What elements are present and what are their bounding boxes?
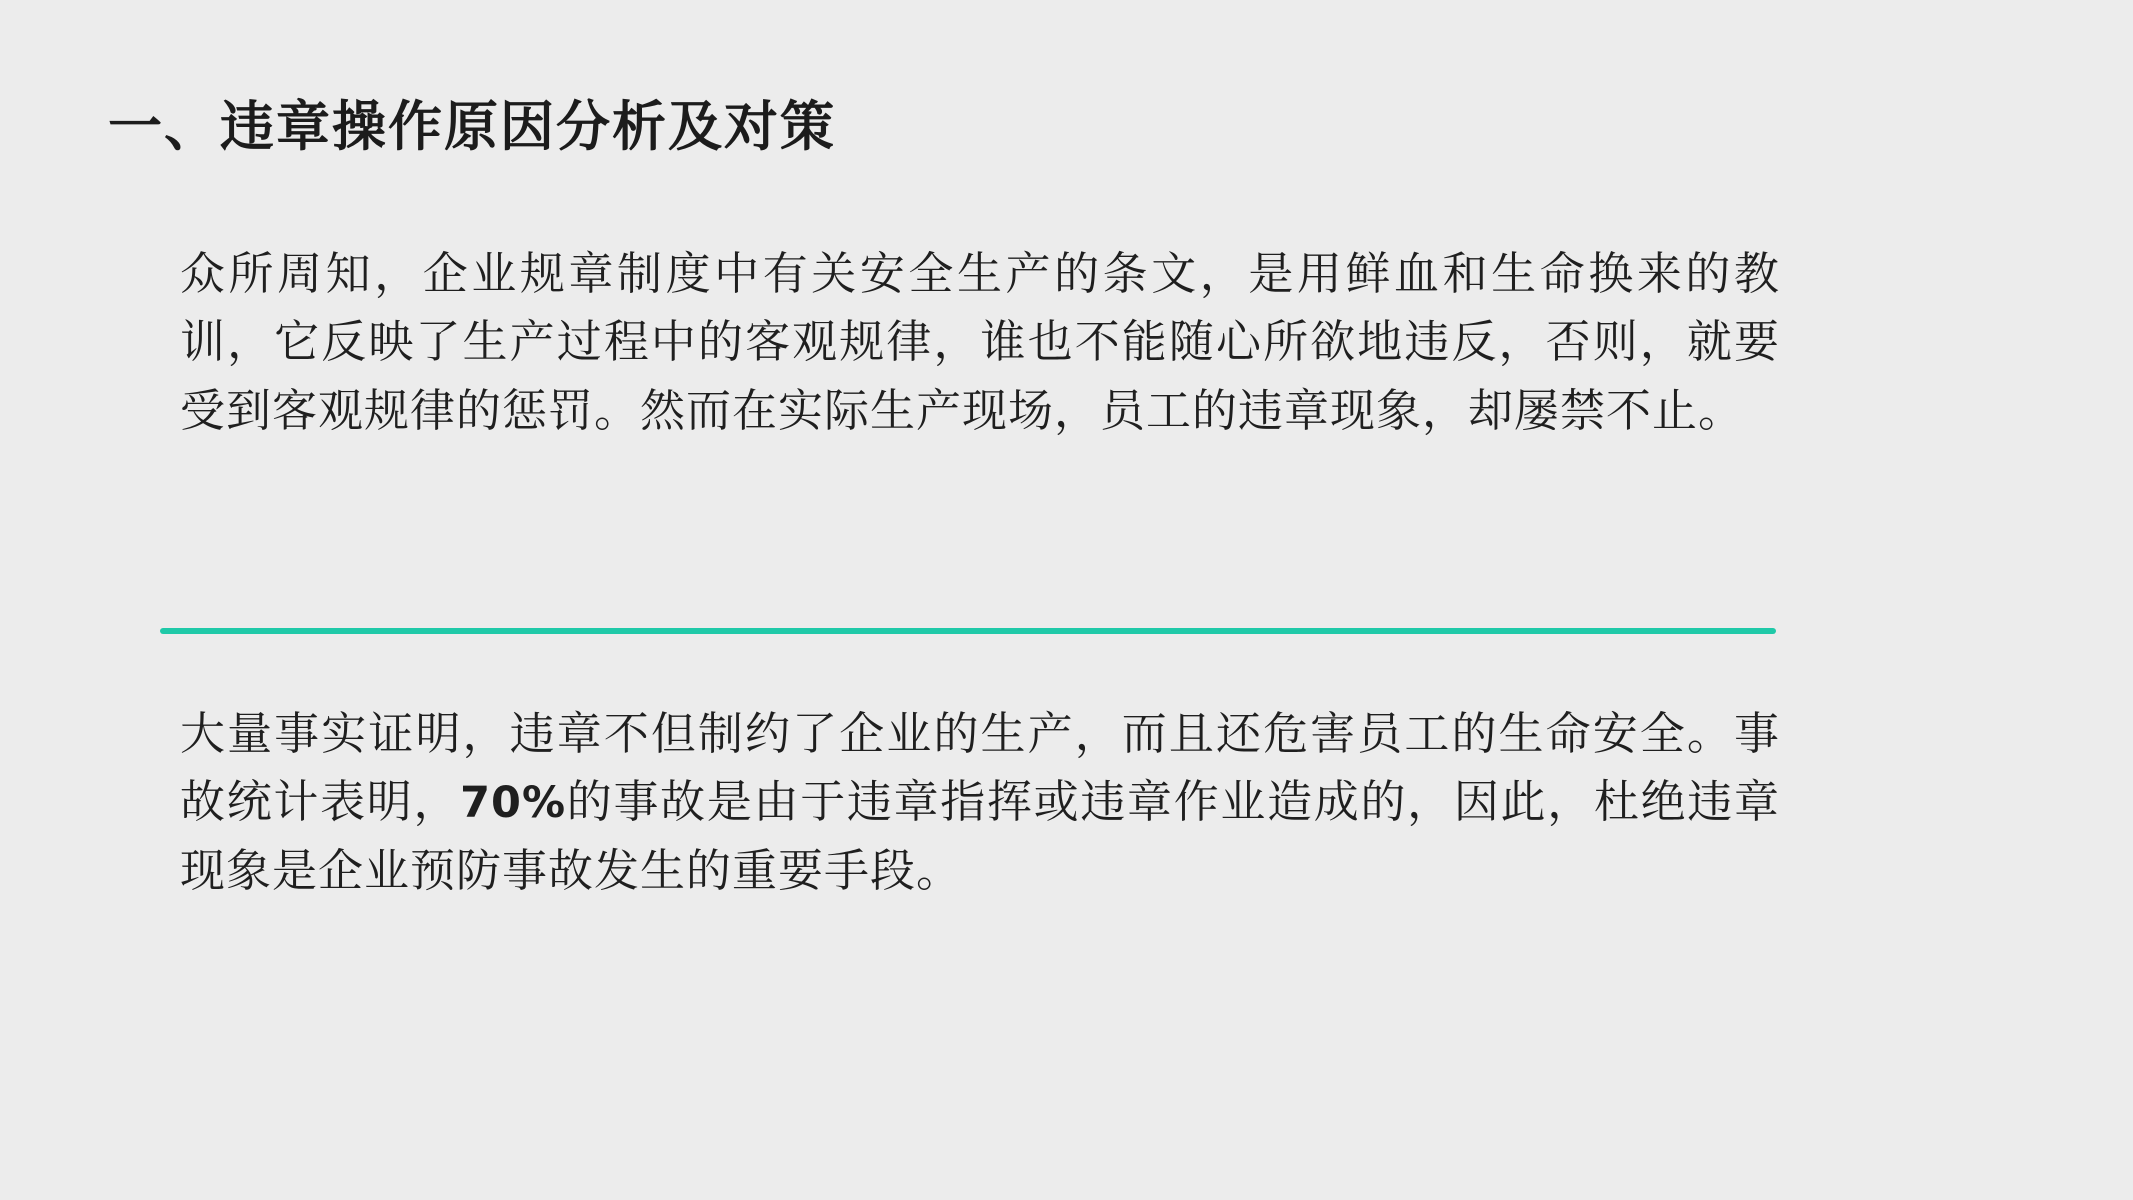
paragraph-two [180, 700, 1780, 905]
section-divider [160, 628, 1776, 634]
paragraph-one: 众所周知，企业规章制度中有关安全生产的条文，是用鲜血和生命换来的教训，它反映了生产过程中的客观规律，谁也不能随心所欲地违反，否则，就要受到客观规律的惩罚。然而在实际生产现场，员工的违章现象，却屡禁不止。 [180, 249, 1780, 436]
paragraph-two-text-after: 的事故是由于违章指挥或违章作业造成的，因此，杜绝违章现象是企业预防事故发生的重要手段。 [180, 777, 1780, 896]
statistic-highlight: 70% [460, 778, 567, 829]
paragraph-two-text-before: 大量事实证明，违章不但制约了企业的生产，而且还危害员工的生命安全。事故统计表明， [180, 709, 1780, 828]
page-title: 一、违章操作原因分析及对策 [108, 95, 836, 159]
